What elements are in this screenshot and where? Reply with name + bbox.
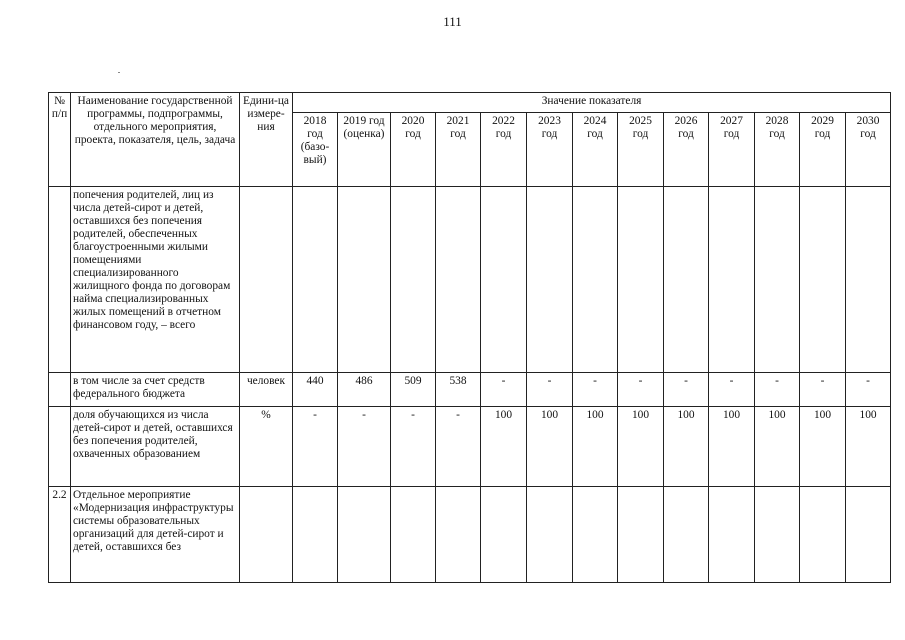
row-unit bbox=[240, 487, 293, 583]
row-value: - bbox=[293, 407, 338, 487]
row-value: 100 bbox=[846, 407, 891, 487]
header-year: 2024 год bbox=[573, 113, 618, 187]
row-value bbox=[391, 487, 436, 583]
header-year: 2018 год (базо-вый) bbox=[293, 113, 338, 187]
row-value: - bbox=[573, 373, 618, 407]
table-row bbox=[49, 407, 891, 487]
row-value: - bbox=[664, 373, 709, 407]
header-year: 2026 год bbox=[664, 113, 709, 187]
row-value bbox=[293, 487, 338, 583]
header-year: 2023 год bbox=[527, 113, 573, 187]
header-year: 2022 год bbox=[481, 113, 527, 187]
row-value: - bbox=[709, 373, 755, 407]
row-unit bbox=[240, 187, 293, 373]
row-num bbox=[49, 407, 71, 487]
row-value: - bbox=[755, 373, 800, 407]
row-value: 100 bbox=[618, 407, 664, 487]
row-num bbox=[49, 373, 71, 407]
row-value bbox=[436, 487, 481, 583]
row-value bbox=[436, 187, 481, 373]
row-value bbox=[573, 487, 618, 583]
row-value: 100 bbox=[481, 407, 527, 487]
row-value: 486 bbox=[338, 373, 391, 407]
row-value: 509 bbox=[391, 373, 436, 407]
row-value: - bbox=[338, 407, 391, 487]
row-value: - bbox=[846, 373, 891, 407]
row-value bbox=[293, 187, 338, 373]
row-value: - bbox=[618, 373, 664, 407]
row-value bbox=[618, 487, 664, 583]
table-row bbox=[49, 373, 891, 407]
page-number: 111 bbox=[443, 14, 462, 29]
row-value: 100 bbox=[709, 407, 755, 487]
header-year: 2028 год bbox=[755, 113, 800, 187]
row-value bbox=[846, 487, 891, 583]
table-row bbox=[49, 487, 891, 583]
row-num bbox=[49, 187, 71, 373]
row-value: - bbox=[800, 373, 846, 407]
row-value bbox=[800, 487, 846, 583]
header-year: 2020 год bbox=[391, 113, 436, 187]
header-year: 2029 год bbox=[800, 113, 846, 187]
row-unit: % bbox=[240, 407, 293, 487]
indicator-table bbox=[48, 92, 891, 583]
row-name: доля обучающихся из числа детей-сирот и детей, оставшихся без попечения родителей, охваченных образованием bbox=[71, 407, 240, 487]
row-value bbox=[527, 487, 573, 583]
row-value bbox=[755, 187, 800, 373]
row-value bbox=[527, 187, 573, 373]
row-value: 100 bbox=[573, 407, 618, 487]
row-value bbox=[391, 187, 436, 373]
row-value: 538 bbox=[436, 373, 481, 407]
row-value bbox=[338, 187, 391, 373]
row-value bbox=[709, 187, 755, 373]
scan-speck bbox=[118, 72, 120, 73]
row-value bbox=[481, 487, 527, 583]
row-name: в том числе за счет средств федерального бюджета bbox=[71, 373, 240, 407]
row-value: 100 bbox=[664, 407, 709, 487]
header-unit: Едини-ца измере-ния bbox=[240, 93, 293, 187]
header-row-top bbox=[49, 93, 891, 113]
row-name: попечения родителей, лиц из числа детей-сирот и детей, оставшихся без попечения родителей, обеспеченных благоустроенными жилыми помещениями специализированного жилищного фонда по договорам найма специализированных жилых помещений в отчетном финансовом году, – всего bbox=[71, 187, 240, 373]
header-year: 2030 год bbox=[846, 113, 891, 187]
row-value bbox=[800, 187, 846, 373]
row-value: 100 bbox=[755, 407, 800, 487]
row-value: - bbox=[436, 407, 481, 487]
row-value bbox=[338, 487, 391, 583]
row-value bbox=[664, 187, 709, 373]
row-value: 100 bbox=[527, 407, 573, 487]
row-value bbox=[664, 487, 709, 583]
row-value: 440 bbox=[293, 373, 338, 407]
row-value bbox=[709, 487, 755, 583]
header-year: 2019 год (оценка) bbox=[338, 113, 391, 187]
row-value bbox=[846, 187, 891, 373]
row-unit: человек bbox=[240, 373, 293, 407]
row-value: 100 bbox=[800, 407, 846, 487]
row-name: Отдельное мероприятие «Модернизация инфраструктуры системы образовательных организаций для детей-сирот и детей, оставшихся без bbox=[71, 487, 240, 583]
header-year: 2025 год bbox=[618, 113, 664, 187]
header-year: 2021 год bbox=[436, 113, 481, 187]
row-value: - bbox=[391, 407, 436, 487]
row-num: 2.2 bbox=[49, 487, 71, 583]
row-value: - bbox=[481, 373, 527, 407]
row-value bbox=[755, 487, 800, 583]
row-value bbox=[573, 187, 618, 373]
table-row bbox=[49, 187, 891, 373]
header-year: 2027 год bbox=[709, 113, 755, 187]
row-value: - bbox=[527, 373, 573, 407]
header-name: Наименование государственной программы, подпрограммы, отдельного мероприятия, проекта, показателя, цель, задача bbox=[71, 93, 240, 187]
header-values-group: Значение показателя bbox=[293, 93, 891, 113]
header-num: № п/п bbox=[49, 93, 71, 187]
row-value bbox=[481, 187, 527, 373]
row-value bbox=[618, 187, 664, 373]
